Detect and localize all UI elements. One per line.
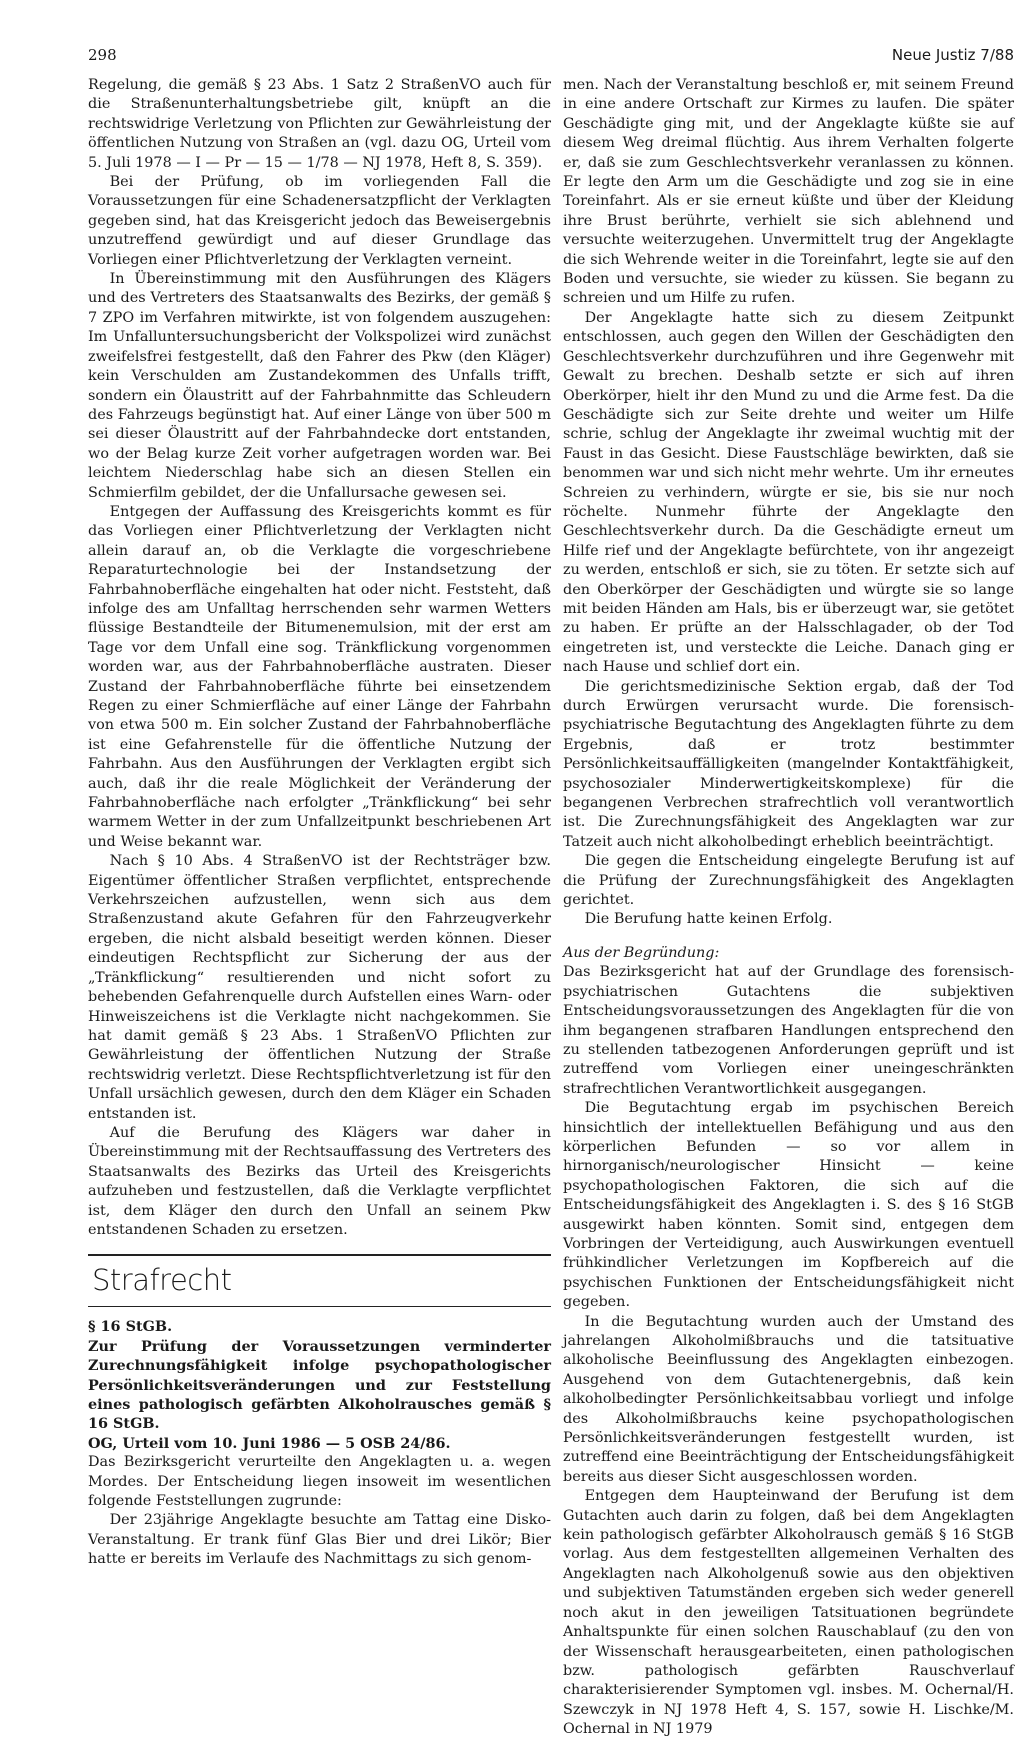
paragraph: Der 23jährige Angeklagte besuchte am Tattag eine Disko-Veranstaltung. Er trank fünf Glas Bier und drei Likör; Bier hatte er bereits im Verlaufe des Nachmittags zu sich genom- [88, 1512, 551, 1568]
page-number: 298 [88, 46, 117, 64]
paragraph: Bei der Prüfung, ob im vorliegenden Fall die Voraussetzungen für eine Schadenersatzpflicht der Verklagten gegeben sind, hat das Kreisgericht jedoch das Beweisergebnis unzutreffend gewürdigt und auf dieser Grundlage das Vorliegen einer Pflichtverletzung der Verklagten verneint. [88, 174, 551, 268]
paragraph: Das Bezirksgericht verurteilte den Angeklagten u. a. wegen Mordes. Der Entscheidung liegen insoweit im wesentlichen folgende Feststellungen zugrunde: [88, 1454, 551, 1510]
case-citation: OG, Urteil vom 10. Juni 1986 — 5 OSB 24/86. [88, 1434, 451, 1452]
paragraph: Die gegen die Entscheidung eingelegte Berufung ist auf die Prüfung der Zurechnungsfähigkeit des Angeklagten gerichtet. [563, 853, 1014, 909]
paragraph: Entgegen dem Haupteinwand der Berufung ist dem Gutachten auch darin zu folgen, daß bei dem Angeklagten kein pathologisch gefärbter Alkoholrausch gemäß § 16 StGB vorlag. Aus dem festgestellten allgemeinen Verhalten des Angeklagten nach Alkoholgenuß sowie aus den objektiven und subjektiven Tatumständen ergeben sich weder generell noch akut in den jeweiligen Tatsituationen begründete Anhaltspunkte für einen solchen Rauschablauf (zu den von der Wissenschaft herausgearbeiteten, einen pathologischen bzw. pathologisch gefärbten Rauschverlauf charakterisierender Symptomen vgl. insbes. M. Ochernal/H. Szewczyk in NJ 1978 Heft 4, S. 157, sowie H. Lischke/M. Ochernal in NJ 1979 [563, 1488, 1014, 1738]
case-headnote-block [88, 1317, 551, 1453]
paragraph: Der Angeklagte hatte sich zu diesem Zeitpunkt entschlossen, auch gegen den Willen der Geschädigten den Geschlechtsverkehr durchzuführen und ihre Gegenwehr mit Gewalt zu brechen. Deshalb setzte er sich auf ihren Oberkörper, hielt ihr den Mund zu und die Arme fest. Da die Geschädigte sich zur Seite drehte und weiter um Hilfe schrie, schlug der Angeklagte ihr zweimal wuchtig mit der Faust in das Gesicht. Diese Faustschläge bewirkten, daß sie benommen war und sich nicht mehr wehrte. Um ihr erneutes Schreien zu verhindern, würgte er sie, bis sie nur noch röchelte. Nunmehr führte der Angeklagte den Geschlechtsverkehr durch. Da die Geschädigte erneut um Hilfe rief und der Angeklagte befürchtete, von ihr angezeigt zu werden, entschloß er sich, sie zu töten. Er setzte sich auf den Oberkörper der Geschädigten und würgte sie so lange mit beiden Händen am Hals, bis er überzeugt war, sie getötet zu haben. Er prüfte an der Halsschlagader, ob der Tod eingetreten ist, und versteckte die Leiche. Danach ging er nach Hause und schlief dort ein. [563, 309, 1014, 676]
paragraph: Regelung, die gemäß § 23 Abs. 1 Satz 2 StraßenVO auch für die Straßenunterhaltungsbetriebe gilt, knüpft an die rechtswidrige Verletzung von Pflichten zur Gewährleistung der öffentlichen Nutzung von Straßen an (vgl. dazu OG, Urteil vom 5. Juli 1978 — I — Pr — 15 — 1/78 — NJ 1978, Heft 8, S. 359). [88, 77, 551, 171]
case-statute: § 16 StGB. [88, 1318, 173, 1336]
right-column [563, 76, 1014, 1740]
paragraph: Entgegen der Auffassung des Kreisgerichts kommt es für das Vorliegen einer Pflichtverletzung der Verklagten nicht allein darauf an, ob die Verklagte die vorgeschriebene Reparaturtechnologie bei der Instandsetzung der Fahrbahnoberfläche eingehalten hat oder nicht. Feststeht, daß infolge des am Unfalltag herrschenden sehr warmen Wetters flüssige Bestandteile der Bitumenemulsion, mit der erst am Tage vor dem Unfall eine sog. Tränkflickung vorgenommen worden war, aus der Fahrbahnoberfläche austraten. Dieser Zustand der Fahrbahnoberfläche führte bei einsetzendem Regen zu einer Schmierfläche auf einer Länge der Fahrbahn von etwa 500 m. Ein solcher Zustand der Fahrbahnoberfläche ist eine Gefahrenstelle für die öffentliche Nutzung der Fahrbahn. Aus den Ausführungen der Verklagten ergibt sich auch, daß ihr die reale Möglichkeit der Veränderung der Fahrbahnoberfläche nach erfolgter „Tränkflickung“ bei sehr warmem Wetter in der zum Unfallzeitpunkt beschriebenen Art und Weise bekannt war. [88, 503, 551, 850]
paragraph: Die gerichtsmedizinische Sektion ergab, daß der Tod durch Erwürgen verursacht wurde. Die forensisch-psychiatrische Begutachtung des Angeklagten führte zu dem Ergebnis, daß er trotz bestimmter Persönlichkeitsauffälligkeiten (mangelnder Kontaktfähigkeit, psychosozialer Minderwertigkeitskomplexe) für die begangenen Verbrechen strafrechtlich voll verantwortlich ist. Die Zurechnungsfähigkeit des Angeklagten war zur Tatzeit auch nicht alkoholbedingt erheblich beeinträchtigt. [563, 678, 1014, 850]
paragraph: Die Berufung hatte keinen Erfolg. [584, 911, 833, 928]
paragraph: men. Nach der Veranstaltung beschloß er, mit seinem Freund in eine andere Ortschaft zur Kirmes zu laufen. Die später Geschädigte ging mit, und der Angeklagte küßte sie auf diesem Weg dreimal flüchtig. Aus ihrem Verhalten folgerte er, daß sie zum Geschlechtsverkehr veranlassen zu können. Er legte den Arm um die Geschädigte und zog sie in eine Toreinfahrt. Als er sie erneut küßte und über der Kleidung ihre Brust berührte, verhielt sie sich ablehnend und versuchte weiterzugehen. Unvermittelt trug der Angeklagte die sich Wehrende weiter in die Toreinfahrt, legte sie auf den Boden und versuchte, sie wieder zu küssen. Sie begann zu schreien und um Hilfe zu rufen. [563, 77, 1014, 307]
page-header [88, 46, 1014, 68]
paragraph: Das Bezirksgericht hat auf der Grundlage des forensisch-psychiatrischen Gutachtens die subjektiven Entscheidungsvoraussetzungen des Angeklagten für die von ihm begangenen strafbaren Handlungen entsprechend den zu stellenden tatbezogenen Anforderungen geprüft und ist zutreffend vom Vorliegen einer uneingeschränkten strafrechtlichen Verantwortlichkeit ausgegangen. [563, 964, 1014, 1097]
journal-issue: Neue Justiz 7/88 [891, 46, 1014, 64]
paragraph: Nach § 10 Abs. 4 StraßenVO ist der Rechtsträger bzw. Eigentümer öffentlicher Straßen verpflichtet, entsprechende Verkehrszeichen aufzustellen, wenn sich aus dem Straßenzustand akute Gefahren für den Fahrzeugverkehr ergeben, die nicht alsbald beseitigt werden können. Dieser eindeutigen Rechtspflicht zur Sicherung der aus der „Tränkflickung“ resultierenden und nicht sofort zu behebenden Gefahrenquelle durch Aufstellen eines Warn- oder Hinweiszeichens ist die Verklagte nicht nachgekommen. Sie hat damit gemäß § 23 Abs. 1 StraßenVO Pflichten zur Gewährleistung der öffentlichen Nutzung der Straße rechtswidrig verletzt. Diese Rechtspflichtverletzung ist für den Unfall ursächlich gewesen, durch den dem Kläger ein Schaden entstanden ist. [88, 853, 551, 1122]
paragraph: In die Begutachtung wurden auch der Umstand des jahrelangen Alkoholmißbrauchs und die tatsituative alkoholische Beeinflussung des Angeklagten einbezogen. Ausgehend von dem Gutachtenergebnis, daß kein alkoholbedingter Persönlichkeitsabbau vorliegt und infolge des Alkoholmißbrauchs keine psychopathologischen Persönlichkeitsveränderungen festgestellt wurden, ist zutreffend eine Beeinträchtigung der Entscheidungsfähigkeit bereits aus dieser Sicht ausgeschlossen worden. [563, 1313, 1014, 1485]
paragraph: Auf die Berufung des Klägers war daher in Übereinstimmung mit der Rechtsauffassung des Vertreters des Staatsanwalts des Bezirks das Urteil des Kreisgerichts aufzuheben und festzustellen, daß die Verklagte verpflichtet ist, dem Kläger den durch den Unfall an seinem Pkw entstandenen Schaden zu ersetzen. [88, 1124, 551, 1238]
paragraph: Die Begutachtung ergab im psychischen Bereich hinsichtlich der intellektuellen Befähigung und aus den körperlichen Befunden — so vor allem in hirnorganisch/neurologischer Hinsicht — keine psychopathologischen Faktoren, die sich auf die Entscheidungsfähigkeit des Angeklagten i. S. des § 16 StGB ausgewirkt haben könnten. Somit sind, entgegen dem Vorbringen der Verteidigung, auch Auswirkungen eventuell frühkindlicher Verletzungen im Kopfbereich auf die psychischen Funktionen der Entscheidungsfähigkeit nicht gegeben. [563, 1100, 1014, 1311]
case-headnote: Zur Prüfung der Voraussetzungen verminderter Zurechnungsfähigkeit infolge psychopathologischer Persönlichkeitsveränderungen und zur Feststellung eines pathologisch gefärbten Alkoholrausches gemäß § 16 StGB. [88, 1337, 551, 1433]
section-heading: Strafrecht [88, 1254, 551, 1307]
paragraph: In Übereinstimmung mit den Ausführungen des Klägers und des Vertreters des Staatsanwalts des Bezirks, der gemäß § 7 ZPO im Verfahren mitwirkte, ist von folgendem auszugehen: Im Unfalluntersuchungsbericht der Volkspolizei wird zunächst zweifelsfrei festgestellt, daß den Fahrer des Pkw (den Kläger) kein Verschulden am Zustandekommen des Unfalls trifft, sondern ein Ölaustritt auf der Fahrbahnmitte das Schleudern des Fahrzeugs begünstigt hat. Auf einer Länge von über 500 m sei dieser Ölaustritt auf der Fahrbahndecke dort entstanden, wo der Belag kurze Zeit vorher aufgetragen worden war. Bei leichtem Niederschlag habe sich an diesen Stellen ein Schmierfilm gebildet, der die Unfallursache gewesen sei. [88, 271, 551, 501]
left-column [88, 76, 551, 1570]
reasons-heading: Aus der Begründung: [563, 944, 720, 961]
